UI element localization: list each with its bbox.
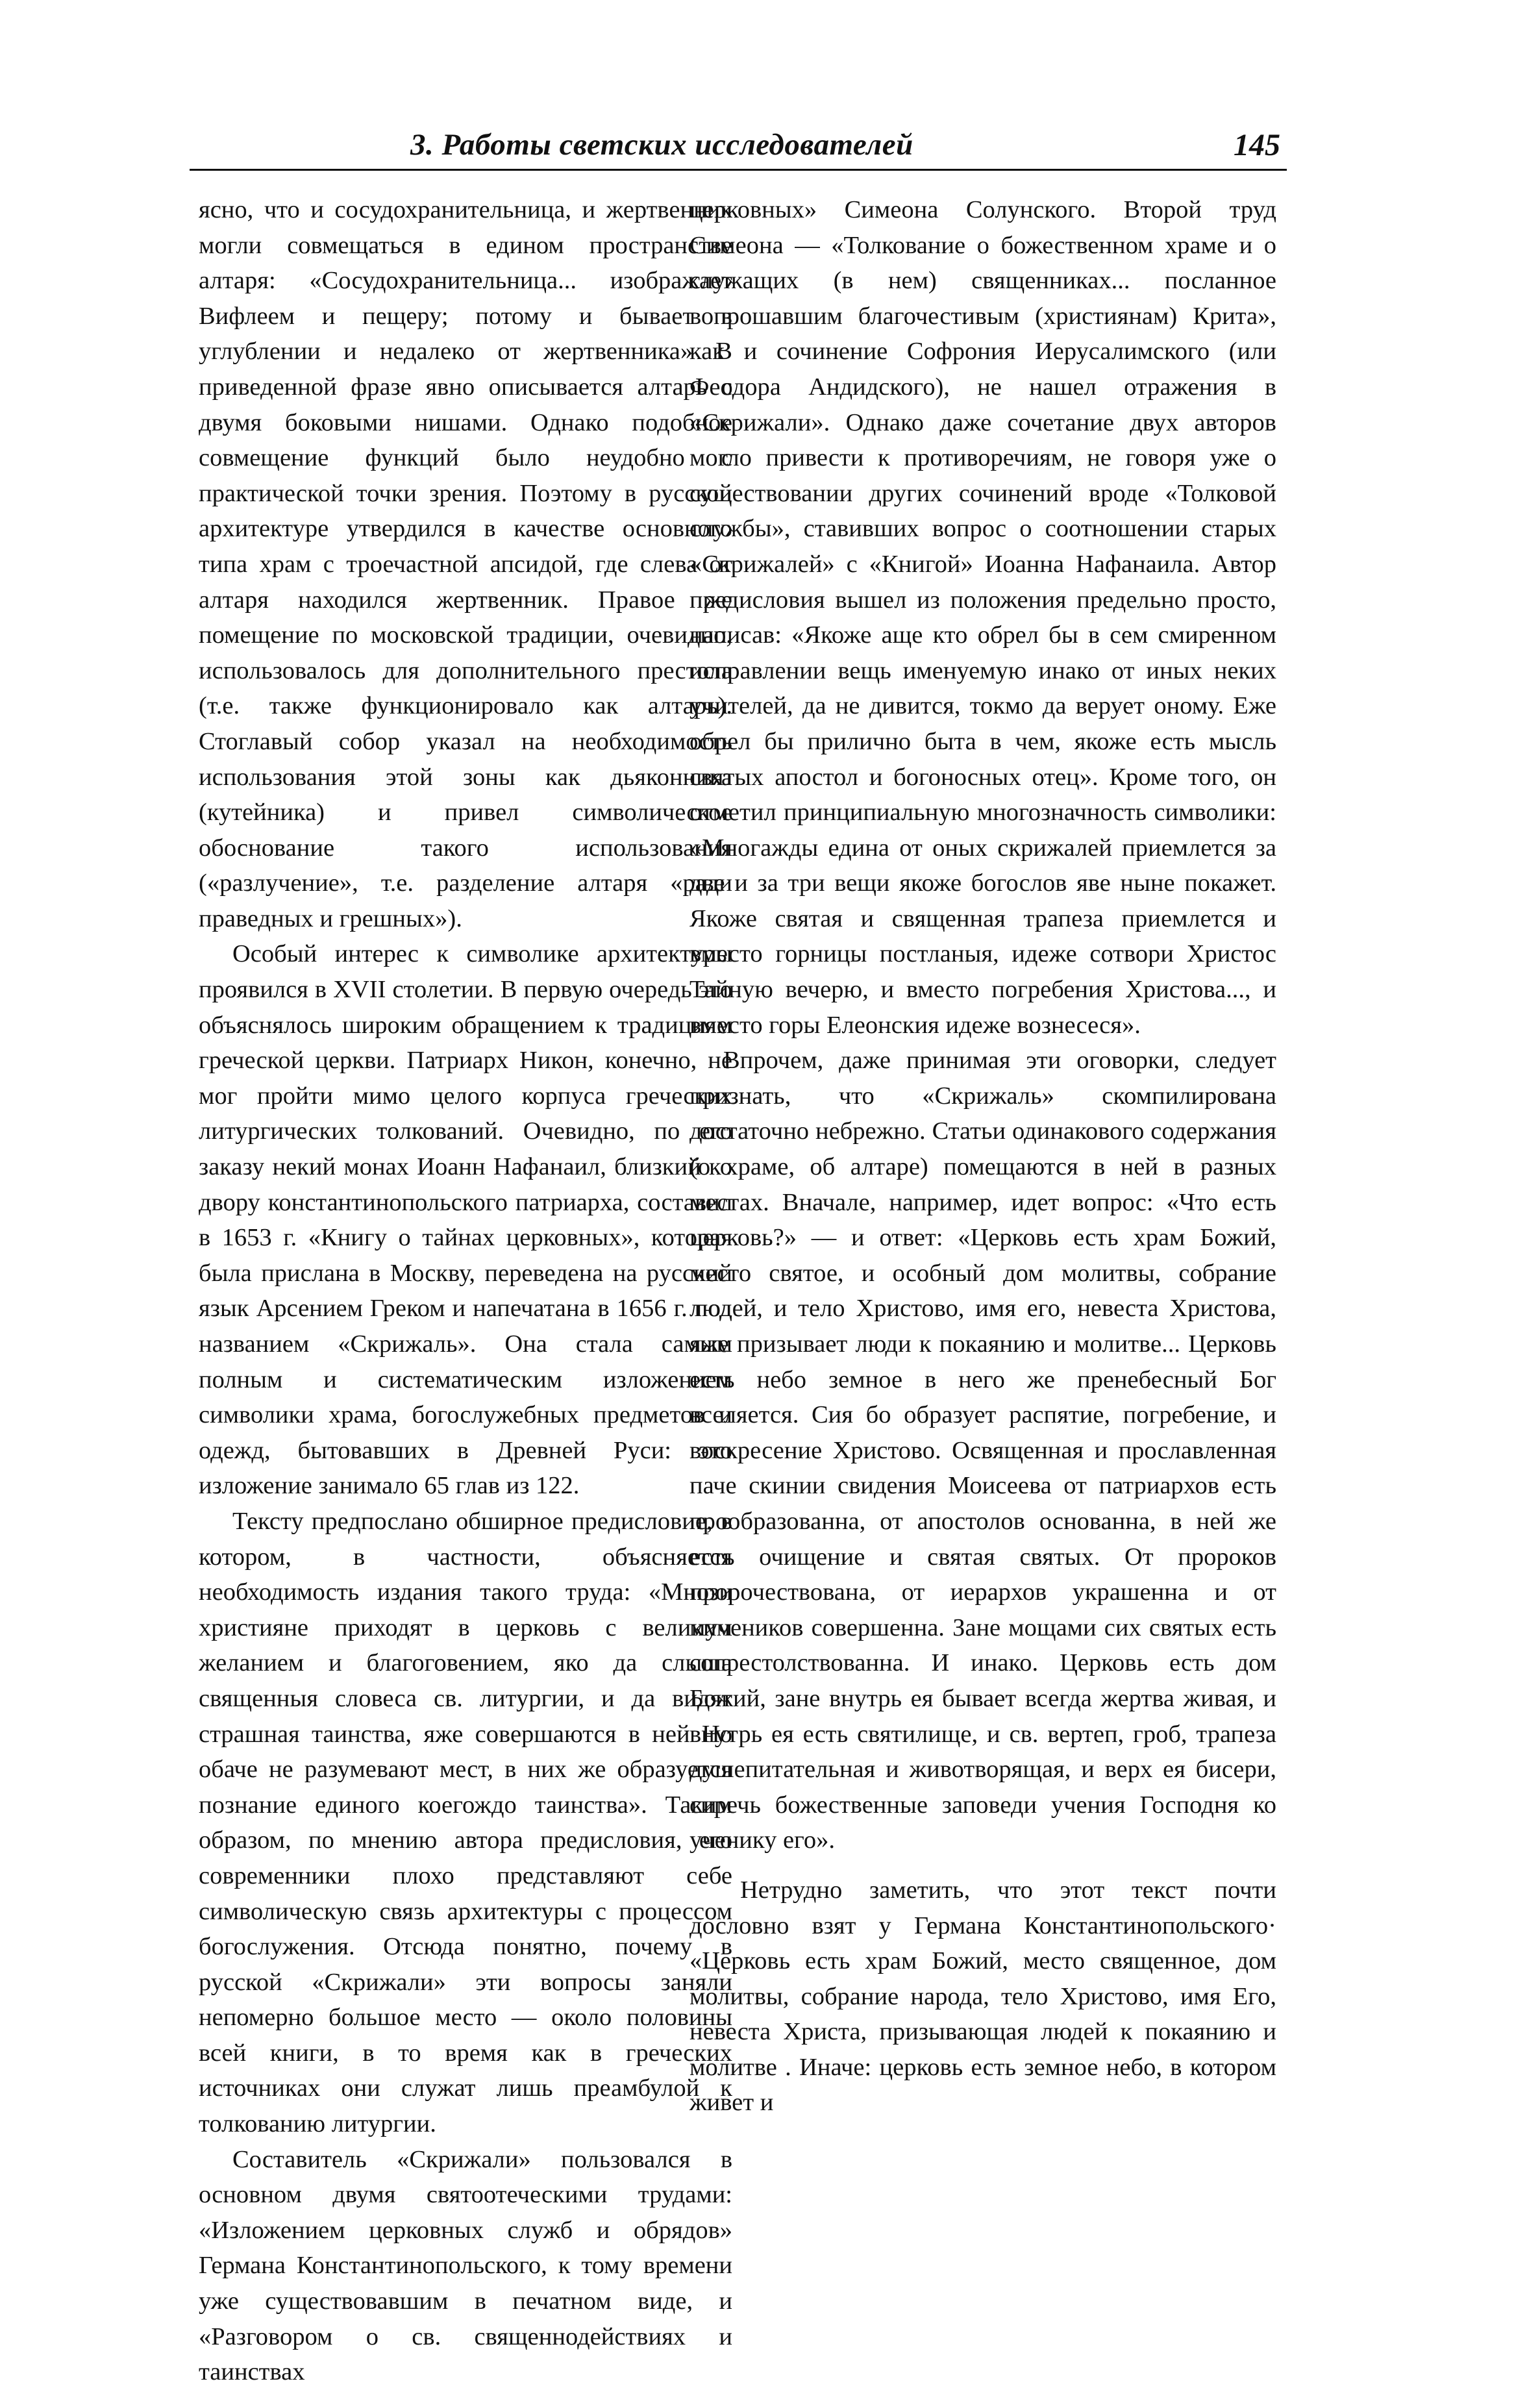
- paragraph: Особый интерес к символике архитектуры проявился в XVII столетии. В первую очередь это объяснялось широким обращением к традициям греческой церкви. Патриарх Никон, конечно, не мог пройти мимо целого корпуса греческих литургических толкований. Очевидно, по его заказу некий монах Иоанн Нафанаил, близкий ко двору константинопольского патриарха, составил в 1653 г. «Книгу о тайнах церковных», которая была прислана в Москву, переведена на русский язык Арсением Греком и напечатана в 1656 г. под названием «Скрижаль». Она стала самым полным и систематическим изложением символики храма, богослужебных предметов и одежд, бытовавших в Древней Руси: это изложение занимало 65 глав из 122.: [199, 940, 732, 1500]
- page-number: 145: [1234, 128, 1280, 162]
- paragraph: Тексту предпослано обширное предисловие, в котором, в частности, объясняется необходимость издания такого труда: «Мнози християне приходят в церковь с великим желанием и благоговением, яко да слыша священныя словеса св. литургии, и да видят страшная таинства, яже совершаются в ней Но обаче не разумевают мест, в них же образуется познание единого коегождо таинства». Таким образом, по мнению автора предисловия, его современники плохо представляют себе символическую связь архитектуры с процессом богослужения. Отсюда понятно, почему в русской «Скрижали» эти вопросы заняли непомерно большое место — около половины всей книги, в то время как в греческих источниках они служат лишь преамбулой к толкованию литургии.: [199, 1507, 732, 2138]
- paragraph: церковных» Симеона Солунского. Второй труд Симеона — «Толкование о божественном храме и о служащих (в нем) священниках... посланное вопрошавшим благочестивым (християнам) Крита», как и сочинение Софрония Иерусалимского (или Феодора Андидского), не нашел отражения в «Скрижали». Однако даже сочетание двух авторов могло привести к противоречиям, не говоря уже о существовании других сочинений вроде «Толковой службы», ставивших вопрос о соотношении старых «Скрижалей» с «Книгой» Иоанна Нафанаила. Автор предисловия вышел из положения предельно просто, написав: «Якоже аще кто обрел бы в сем смиренном исправлении вещь именуемую инако от иных неких учителей, да не дивится, токмо да верует оному. Еже обрел бы прилично быта в чем, якоже есть мысль святых апостол и богоносных отец». Кроме того, он отметил принципиальную многозначность символики: «Многажды едина от оных скрижалей приемлется за две и за три вещи якоже богослов яве ныне покажет. Якоже святая и священная трапеза приемлется и вместо горницы постланыя, идеже сотвори Христос Тайную вечерю, и вместо погребения Христова..., и вместо горы Елеонския идеже вознесеся».: [689, 196, 1276, 1039]
- left-column: [199, 192, 732, 2390]
- page-header: [190, 122, 1287, 171]
- paragraph: Составитель «Скрижали» пользовался в основном двумя святоотеческими трудами: «Изложением церковных служб и обрядов» Германа Константинопольского, к тому времени уже существовавшим в печатном виде, и «Разговором о св. священнодействиях и таинствах: [199, 2145, 732, 2386]
- paragraph: Нетрудно заметить, что этот текст почти дословно взят у Германа Константинопольского· «Церковь есть храм Божий, место священное, дом молитвы, собрание народа, тело Христово, имя Его, невеста Христа, призывающая людей к покаянию и молитве . Иначе: церковь есть земное небо, в котором живет и: [689, 1876, 1276, 2117]
- paragraph: Впрочем, даже принимая эти оговорки, следует признать, что «Скрижаль» скомпилирована достаточно небрежно. Статьи одинакового содержания (о храме, об алтаре) помещаются в ней в разных местах. Вначале, например, идет вопрос: «Что есть церковь?» — и ответ: «Церковь есть храм Божий, место святое, и особный дом молитвы, собрание людей, и тело Христово, имя его, невеста Христова, яже призывает люди к покаянию и молитве... Церковь есть небо земное в него же пренебесный Бог вселяется. Сия бо образует распятие, погребение, и воскресение Христово. Освященная и прославленная паче скинии свидения Моисеева от патриархов есть прообразованна, от апостолов основанна, в ней же есть очищение и святая святых. От пророков пророчествована, от иерархов украшенна и от мучеников совершенна. Зане мощами сих святых есть сопрестолствованна. И инако. Церковь есть дом Божий, зане внутрь ея бывает всегда жертва живая, и внутрь ея есть святилище, и св. вертеп, гроб, трапеза душепитательная и животворящая, и верх ея бисери, сиречь божественные заповеди учения Господня ко ученику его».: [689, 1047, 1276, 1854]
- running-head: 3. Работы светских исследователей: [410, 128, 913, 162]
- paragraph: ясно, что и сосудохранительница, и жертвенник могли совмещаться в едином пространстве алтаря: «Сосудохранительница... изображает Вифлеем и пещеру; потому и бывает в углублении и недалеко от жертвенника» В приведенной фразе явно описывается алтарь с двумя боковыми нишами. Однако подобное совмещение функций было неудобно с практической точки зрения. Поэтому в русской архитектуре утвердился в качестве основного типа храм с троечастной апсидой, где слева от алтаря находился жертвенник. Правое же помещение по московской традиции, очевидно, использовалось для дополнительного престола (т.е. также функционировало как алтарь). Стоглавый собор указал на необходимость использования этой зоны как дьяконника (кутейника) и привел символическое обоснование такого использования («разлучение», т.е. разделение алтаря «ради праведных и грешных»).: [199, 196, 732, 932]
- right-column: [689, 192, 1276, 2121]
